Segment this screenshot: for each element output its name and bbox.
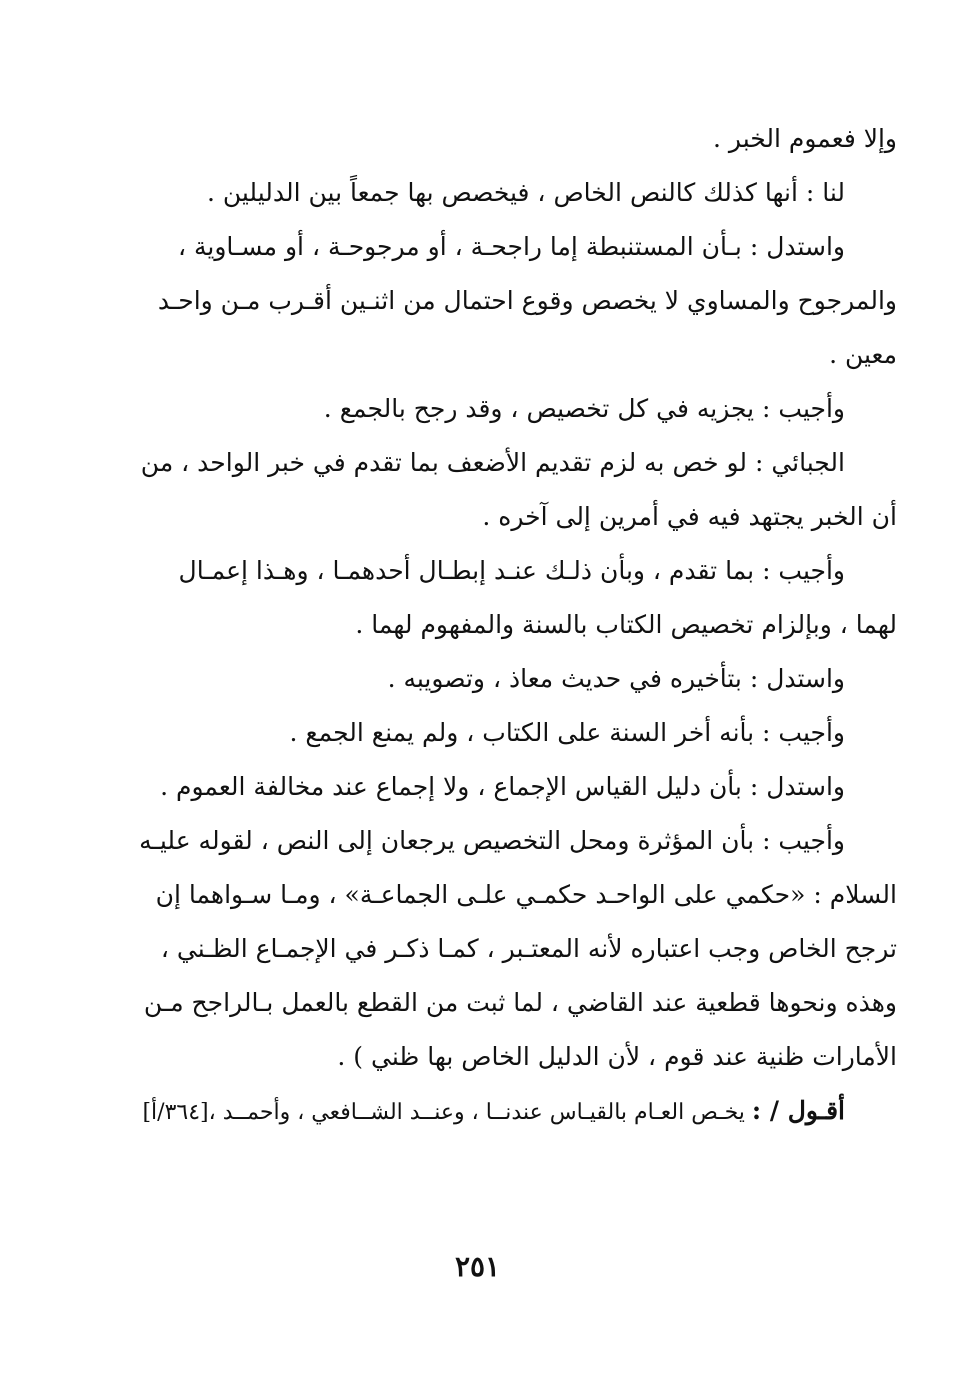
text-line: لهما ، وبإلزام تخصيص الكتاب بالسنة والمفهوم لهما .: [355, 610, 897, 639]
final-paragraph: [137, 1086, 897, 1138]
text-line: وأجيب : بأنه أخر السنة على الكتاب ، ولم يمنع الجمع .: [289, 718, 845, 747]
text-line: السلام : «حكمي على الواحـد حكمـي علـى الجماعـة» ، ومـا سـواهما إن: [155, 880, 897, 909]
page-number: ٢٥١: [454, 1250, 501, 1283]
final-paragraph-lead: أقـول / :: [751, 1096, 845, 1125]
text-line: واستدل : بتأخيره في حديث معاذ ، وتصويبه .: [387, 664, 845, 693]
text-line: والمرجوح والمساوي لا يخصص وقوع احتمال من اثنـين أقـرب مـن واحـد: [157, 286, 897, 315]
text-line: وأجيب : بأن المؤثرة ومحل التخصيص يرجعان إلى النص ، لقوله عليـه: [139, 826, 845, 855]
text-line: الجبائي : لو خص به لزم تقديم الأضعف بما تقدم في خبر الواحد ، من: [140, 448, 845, 477]
text-line: وهذه ونحوها قطعية عند القاضي ، لما ثبت من القطع بالعمل بـالراجح مـن: [143, 988, 897, 1017]
main-text: [137, 112, 897, 1138]
text-line: واستدل : بأن دليل القياس الإجماع ، ولا إجماع عند مخالفة العموم .: [160, 772, 845, 801]
text-line: أن الخبر يجتهد فيه في أمرين إلى آخره .: [482, 502, 897, 531]
text-line: معين .: [829, 340, 897, 369]
text-line: ترجح الخاص وجب اعتباره لأنه المعتـبر ، كمـا ذكـر في الإجمـاع الظـني ،: [160, 934, 897, 963]
text-line: الأمارات ظنية عند قوم ، لأن الدليل الخاص بها ظني ) .: [337, 1042, 897, 1071]
text-line: وأجيب : بما تقدم ، وبأن ذلـك عنـد إبطـال أحدهمـا ، وهـذا إعمـال: [178, 556, 845, 585]
text-line: وإلا فعموم الخبر .: [713, 124, 897, 153]
text-line: وأجيب : يجزيه في كل تخصيص ، وقد رجح بالجمع .: [323, 394, 845, 423]
text-line: لنا : أنها كذلك كالنص الخاص ، فيخصص بها جمعاً بين الدليلين .: [206, 178, 845, 207]
text-line: واستدل : بـأن المستنبطة إما راجحـة ، أو مرجوحـة ، أو مسـاوية ،: [177, 232, 845, 261]
final-paragraph-text: يخـص العـام بالقيـاس عندنــا ، وعنــد الشــافعي ، وأحمــد ،[٣٦٤/أ]: [142, 1100, 752, 1125]
